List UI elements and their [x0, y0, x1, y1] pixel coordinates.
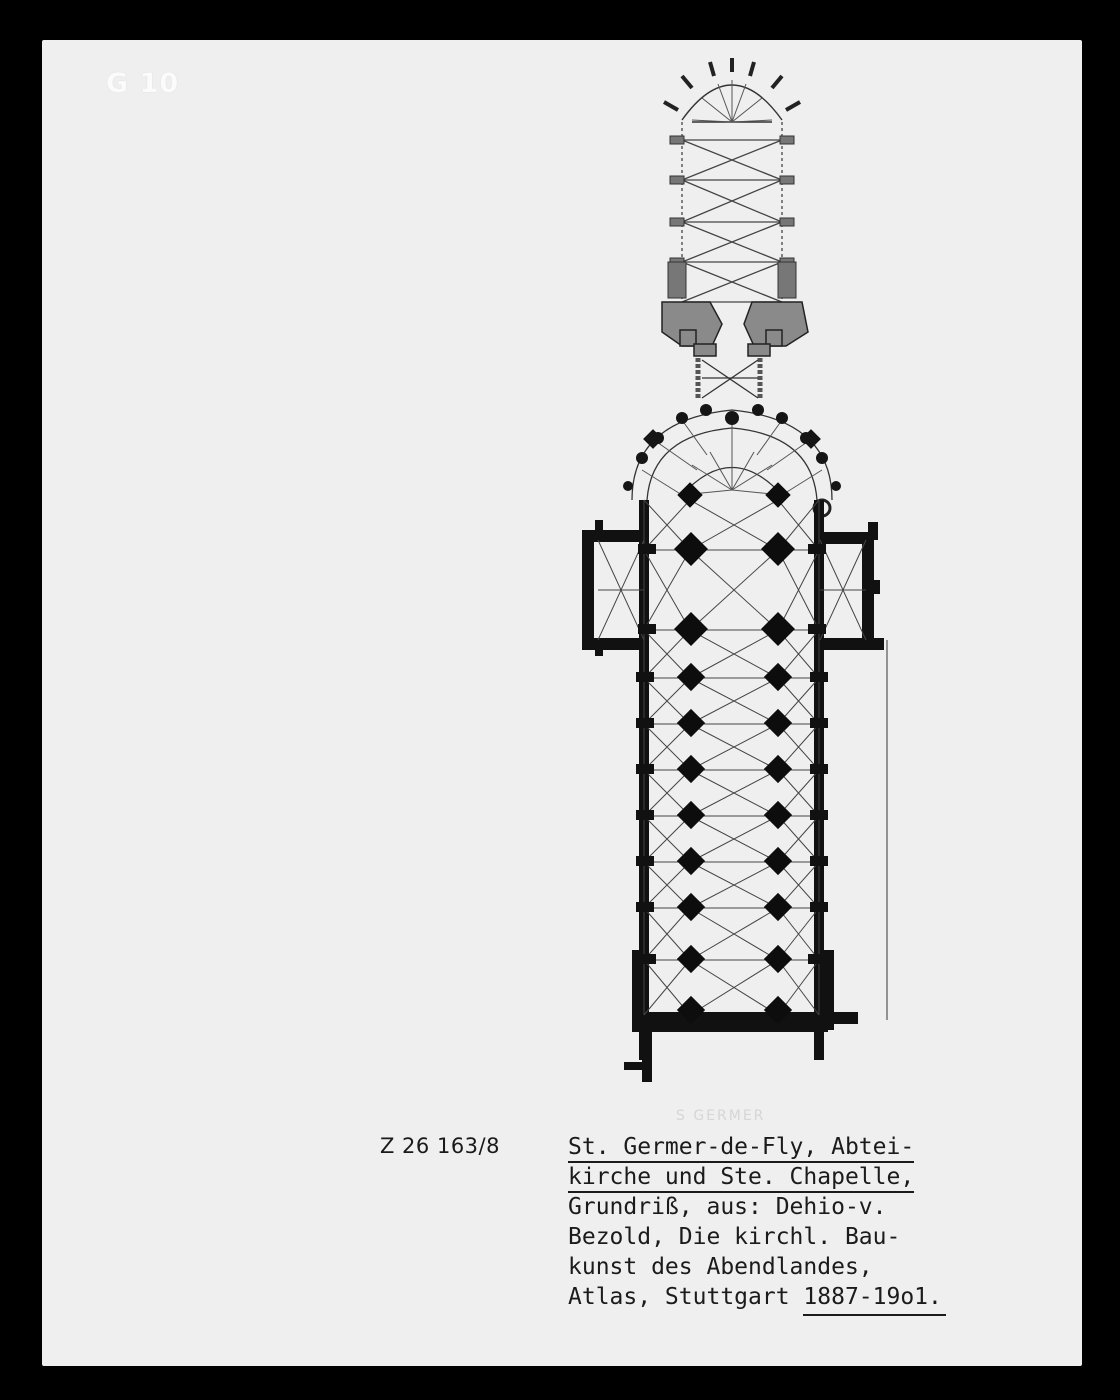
caption-line-1: St. Germer-de-Fly, Abtei-	[568, 1132, 1048, 1162]
chapelle-plan	[662, 58, 808, 356]
caption-line-3: Grundriß, aus: Dehio-v.	[568, 1194, 887, 1220]
caption-years: 1887-19o1.	[803, 1284, 945, 1316]
caption	[568, 1132, 1048, 1312]
card-label: G 10	[106, 68, 180, 99]
photo-card	[42, 40, 1082, 1366]
caption-line-4: Bezold, Die kirchl. Bau-	[568, 1224, 901, 1250]
passage-plan	[698, 358, 760, 400]
faint-plan-label: S GERMER	[676, 1108, 766, 1124]
archive-number: Z 26 163/8	[380, 1134, 500, 1158]
caption-line-5: kunst des Abendlandes,	[568, 1254, 873, 1280]
caption-line-6: Atlas, Stuttgart 1887-19o1.	[568, 1282, 1048, 1312]
abbey-church-plan	[582, 404, 887, 1082]
caption-line-2: kirche und Ste. Chapelle,	[568, 1162, 1048, 1192]
floor-plan-drawing	[42, 40, 1082, 1120]
